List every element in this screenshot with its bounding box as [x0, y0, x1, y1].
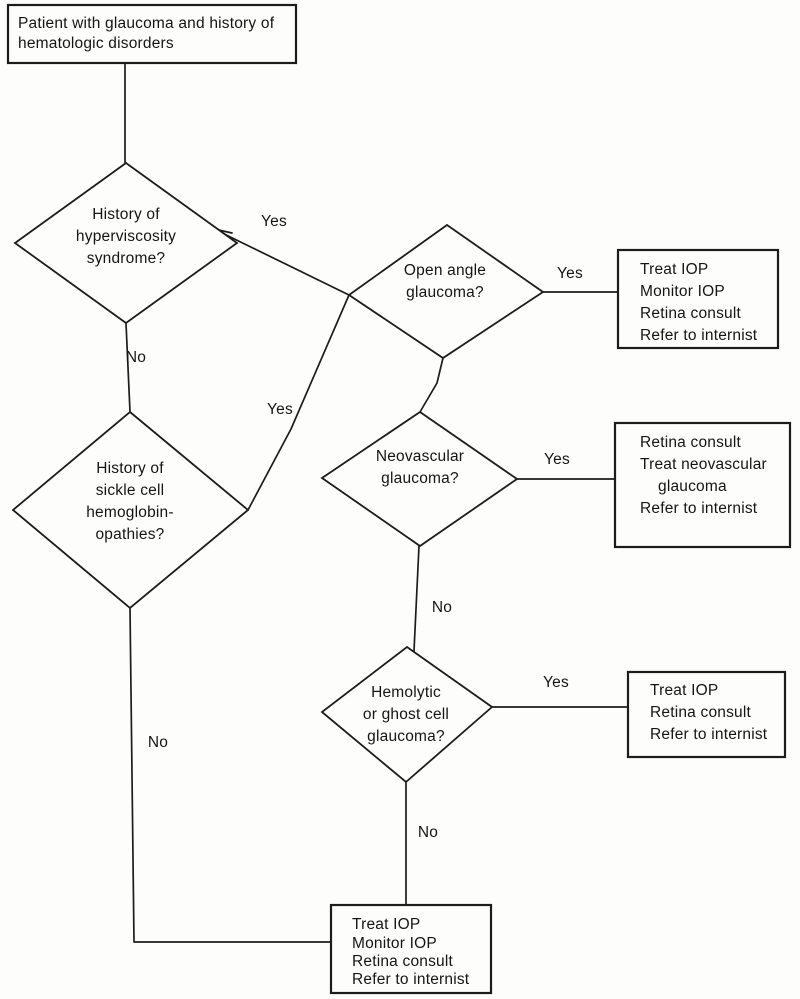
sickle-cell-text: opathies? — [95, 526, 165, 543]
start-node — [8, 5, 296, 63]
neovascular-outcome-text: Refer to internist — [640, 500, 758, 517]
start-node-box — [8, 5, 296, 63]
hemolytic-text: glaucoma? — [367, 728, 445, 745]
label-sickle-yes: Yes — [267, 401, 293, 418]
default-outcome-text: Refer to internist — [352, 971, 470, 988]
open-angle-outcome-text: Monitor IOP — [640, 283, 725, 300]
label-hyperviscosity-no: No — [125, 349, 147, 366]
neovascular-decision — [322, 412, 517, 546]
label-hemolytic-yes: Yes — [543, 674, 569, 691]
start-node-text: hematologic disorders — [18, 35, 174, 52]
default-outcome-text: Treat IOP — [352, 916, 421, 933]
hyperviscosity-decision — [15, 163, 237, 323]
neovascular-text: Neovascular — [375, 448, 465, 465]
open-angle-outcome-text: Retina consult — [640, 305, 742, 322]
edge-sickle-no — [130, 608, 331, 942]
sickle-cell-text: hemoglobin- — [86, 504, 174, 521]
hemolytic-decision — [322, 647, 492, 782]
open-angle-decision — [349, 225, 543, 358]
open-angle-text: glaucoma? — [406, 284, 484, 301]
open-angle-text: Open angle — [403, 262, 487, 279]
label-sickle-no: No — [147, 734, 169, 751]
hemolytic-outcome-text: Retina consult — [650, 704, 752, 721]
hyperviscosity-text: hyperviscosity — [75, 228, 177, 245]
edge-hyperviscosity-no — [126, 323, 130, 412]
hemolytic-text: or ghost cell — [362, 706, 450, 723]
sickle-cell-decision — [13, 412, 248, 608]
neovascular-text: glaucoma? — [381, 470, 459, 487]
sickle-cell-text: sickle cell — [95, 482, 165, 499]
edge-hyperviscosity-yes — [214, 229, 349, 295]
hemolytic-outcome-text: Refer to internist — [650, 726, 768, 743]
hyperviscosity-text: History of — [92, 206, 160, 223]
label-hemolytic-no: No — [417, 824, 439, 841]
sickle-cell-text: History of — [96, 460, 164, 477]
start-node-text: Patient with glaucoma and history of — [18, 15, 275, 32]
open-angle-outcome-text: Treat IOP — [640, 261, 709, 278]
default-outcome-text: Retina consult — [352, 953, 454, 970]
hemolytic-outcome-text: Treat IOP — [650, 682, 719, 699]
label-open-angle-yes: Yes — [557, 265, 583, 282]
hemolytic-text: Hemolytic — [371, 684, 441, 701]
hyperviscosity-text: syndrome? — [86, 250, 166, 267]
label-hyperviscosity-yes: Yes — [261, 213, 287, 230]
neovascular-outcome-node — [615, 423, 790, 547]
neovascular-outcome-text: glaucoma — [658, 478, 727, 495]
neovascular-outcome-text: Treat neovascular — [640, 456, 767, 473]
open-angle-outcome-node — [618, 250, 778, 348]
default-outcome-node — [331, 905, 491, 993]
neovascular-outcome-text: Retina consult — [640, 434, 742, 451]
hemolytic-outcome-node — [628, 672, 785, 757]
edge-neovascular-no — [414, 546, 419, 651]
edge-open-angle-no — [420, 358, 443, 412]
default-outcome-text: Monitor IOP — [352, 935, 437, 952]
label-neovascular-yes: Yes — [544, 451, 570, 468]
label-neovascular-no: No — [431, 599, 453, 616]
open-angle-outcome-text: Refer to internist — [640, 327, 758, 344]
